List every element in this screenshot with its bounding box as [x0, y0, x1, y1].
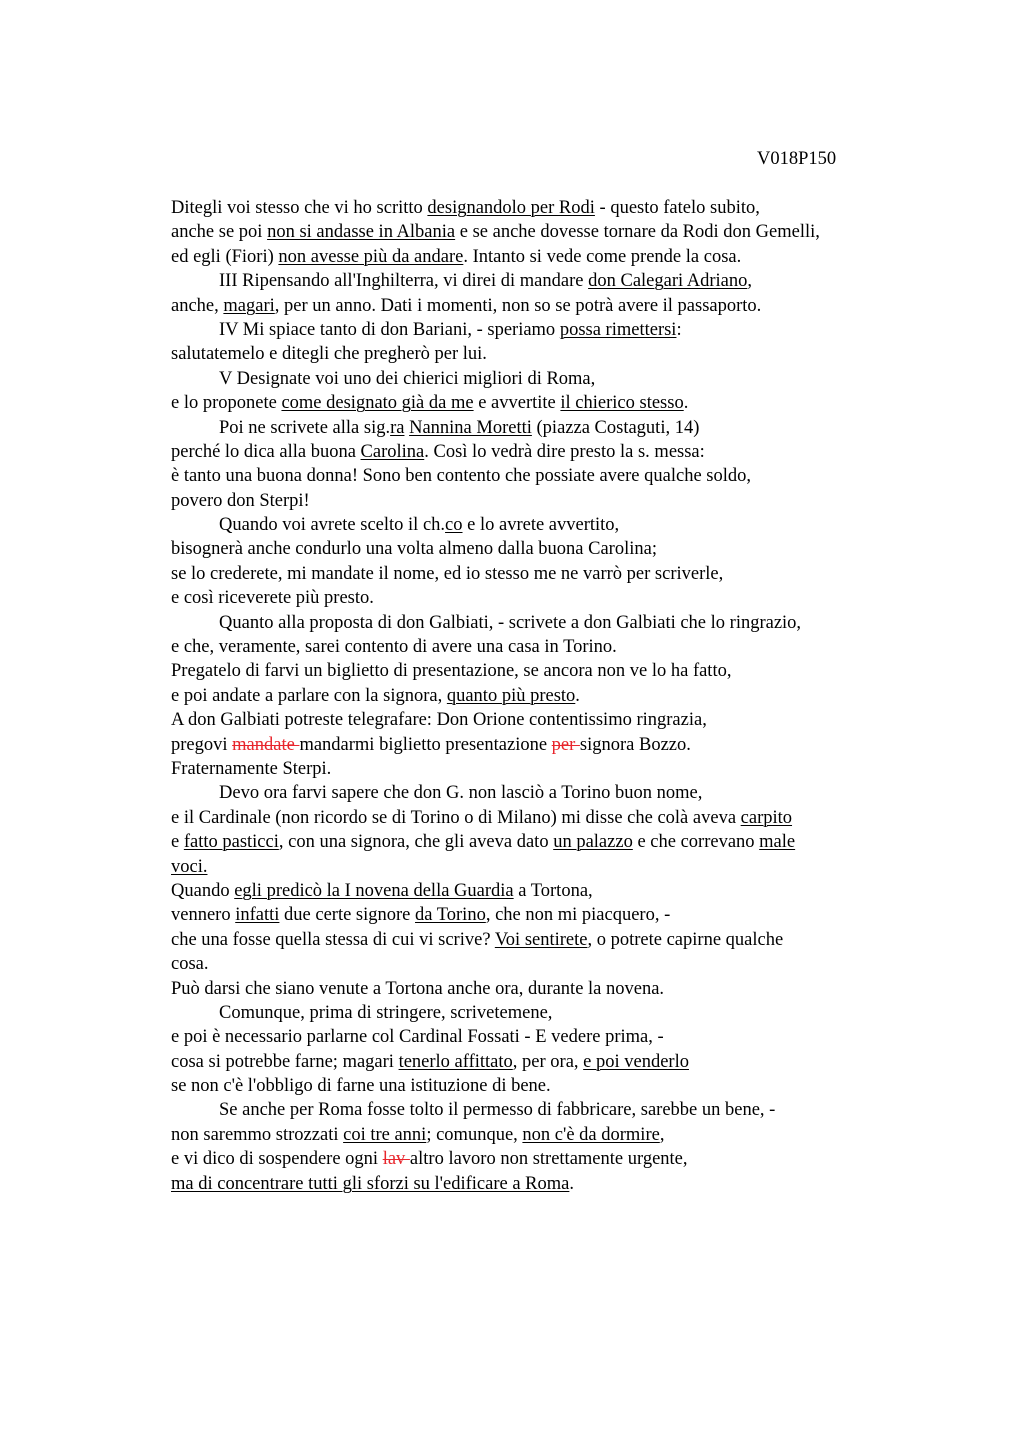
underlined-text: il chierico stesso: [560, 393, 684, 414]
text-segment: che una fosse quella stessa di cui vi scrive?: [171, 929, 495, 950]
text-line: [171, 416, 961, 440]
text-segment: ,: [747, 271, 752, 292]
underlined-text: tenerlo affittato: [398, 1051, 513, 1072]
underlined-text: co: [445, 515, 463, 536]
underlined-text: Voi sentirete: [494, 929, 588, 950]
text-line: [171, 928, 961, 952]
text-line: [171, 513, 961, 537]
underlined-text: e poi venderlo: [583, 1051, 689, 1072]
text-segment: e avvertite: [473, 393, 561, 414]
text-line: [171, 342, 961, 366]
text-segment: a Tortona,: [513, 880, 593, 901]
text-segment: . Intanto si vede come prende la cosa.: [463, 246, 742, 267]
text-line: [171, 269, 961, 293]
text-segment: Devo ora farvi sapere che don G. non lasciò a Torino buon nome,: [219, 783, 703, 804]
text-segment: III Ripensando all'Inghilterra, vi direi di mandare: [219, 271, 589, 292]
text-segment: Ditegli voi stesso che vi ho scritto: [171, 198, 428, 218]
text-segment: ed egli (Fiori): [171, 246, 279, 267]
text-line: [171, 220, 961, 244]
text-line: [171, 391, 961, 415]
text-segment: e il Cardinale (non ricordo se di Torino o di Milano) mi disse che colà aveva: [171, 807, 741, 828]
underlined-text: Nannina Moretti: [409, 417, 532, 438]
text-line: [171, 1123, 961, 1147]
text-line: [171, 977, 961, 1001]
text-line: [171, 806, 961, 830]
underlined-text: da Torino: [415, 905, 486, 926]
underlined-text: don Calegari Adriano: [588, 271, 748, 292]
text-segment: e così riceverete più presto.: [171, 588, 374, 609]
page-id: V018P150: [757, 149, 837, 169]
text-line: [171, 781, 961, 805]
underlined-text: Carolina: [360, 441, 425, 462]
text-segment: pregovi: [171, 734, 233, 755]
deleted-text: per: [551, 734, 580, 755]
text-line: [171, 464, 961, 488]
text-line: [171, 733, 961, 757]
text-line: [171, 537, 961, 561]
underlined-text: voci.: [171, 856, 208, 877]
text-segment: e poi è necessario parlarne col Cardinal Fossati - E vedere prima, -: [171, 1027, 664, 1048]
text-segment: cosa.: [171, 954, 209, 975]
underlined-text: quanto più presto: [446, 685, 576, 706]
underlined-text: designandolo per Rodi: [427, 198, 595, 218]
text-line: [171, 611, 961, 635]
text-segment: .: [575, 685, 580, 706]
underlined-text: fatto pasticci: [183, 832, 279, 853]
underlined-text: ra: [390, 417, 405, 438]
text-line: [171, 1074, 961, 1098]
text-segment: Può darsi che siano venute a Tortona anche ora, durante la novena.: [171, 978, 665, 999]
underlined-text: magari: [223, 295, 275, 316]
text-segment: , con una signora, che gli aveva dato: [278, 832, 554, 853]
text-segment: anche se poi: [171, 222, 268, 243]
underlined-text: non avesse più da andare: [278, 246, 464, 267]
text-segment: e che, veramente, sarei contento di avere una casa in Torino.: [171, 637, 617, 658]
underlined-text: non si andasse in Albania: [267, 222, 456, 243]
text-segment: - questo fatelo subito,: [594, 198, 760, 218]
text-segment: se lo crederete, mi mandate il nome, ed io stesso me ne varrò per scriverle,: [171, 563, 724, 584]
text-segment: Quando: [171, 880, 235, 901]
deleted-text: mandate: [232, 734, 300, 755]
text-line: [171, 952, 961, 976]
text-segment: due certe signore: [279, 905, 416, 926]
underlined-text: coi tre anni: [343, 1124, 427, 1145]
text-segment: signora Bozzo.: [579, 734, 691, 755]
text-segment: bisognerà anche condurlo una volta almeno dalla buona Carolina;: [171, 539, 657, 560]
text-line: [171, 196, 961, 220]
text-line: [171, 830, 961, 854]
text-line: [171, 1001, 961, 1025]
text-segment: Fraternamente Sterpi.: [171, 758, 332, 779]
text-line: [171, 1025, 961, 1049]
deleted-text: lav: [382, 1149, 410, 1170]
text-segment: , per un anno. Dati i momenti, non so se potrà avere il passaporto.: [274, 295, 762, 316]
text-segment: perché lo dica alla buona: [171, 441, 361, 462]
text-segment: e se anche dovesse tornare da Rodi don Gemelli,: [455, 222, 820, 243]
text-segment: è tanto una buona donna! Sono ben contento che possiate avere qualche soldo,: [171, 466, 752, 487]
text-line: [171, 367, 961, 391]
text-line: [171, 1050, 961, 1074]
text-line: [171, 659, 961, 683]
text-segment: A don Galbiati potreste telegrafare: Don Orione contentissimo ringrazia,: [171, 710, 707, 731]
text-segment: Se anche per Roma fosse tolto il permesso di fabbricare, sarebbe un bene, -: [219, 1100, 776, 1121]
text-line: [171, 855, 961, 879]
text-segment: IV Mi spiace tanto di don Bariani, - speriamo: [219, 319, 560, 340]
text-segment: Poi ne scrivete alla sig.: [219, 417, 391, 438]
text-segment: .: [569, 1173, 574, 1194]
text-line: [171, 1098, 961, 1122]
text-segment: e: [171, 832, 184, 853]
text-line: [171, 903, 961, 927]
text-line: [171, 440, 961, 464]
text-line: [171, 757, 961, 781]
text-segment: Comunque, prima di stringere, scrivetemene,: [219, 1002, 553, 1023]
text-segment: , che non mi piacquero, -: [485, 905, 671, 926]
underlined-text: possa rimettersi: [559, 319, 677, 340]
text-line: [171, 318, 961, 342]
text-line: [171, 1147, 961, 1171]
text-line: [171, 294, 961, 318]
text-line: [171, 562, 961, 586]
underlined-text: un palazzo: [553, 832, 633, 853]
text-segment: .: [683, 393, 689, 414]
text-segment: ,: [659, 1124, 665, 1145]
text-line: [171, 635, 961, 659]
text-segment: non saremmo strozzati: [171, 1124, 344, 1145]
text-line: [171, 245, 961, 269]
text-line: [171, 489, 961, 513]
text-line: [171, 879, 961, 903]
underlined-text: ma di concentrare tutti gli sforzi su l'edificare a Roma: [171, 1173, 570, 1194]
text-segment: e che correvano: [632, 832, 760, 853]
text-segment: cosa si potrebbe farne; magari: [171, 1051, 399, 1072]
letter-body: [171, 196, 961, 1196]
text-segment: Quanto alla proposta di don Galbiati, - scrivete a don Galbiati che lo ringrazio,: [219, 612, 802, 633]
underlined-text: carpito: [740, 807, 793, 828]
text-line: [171, 1172, 961, 1196]
text-segment: Pregatelo di farvi un biglietto di presentazione, se ancora non ve lo ha fatto,: [171, 661, 732, 682]
text-line: [171, 684, 961, 708]
text-segment: , o potrete capirne qualche: [587, 929, 784, 950]
text-segment: e poi andate a parlare con la signora,: [171, 685, 447, 706]
text-segment: (piazza Costaguti, 14): [531, 417, 700, 438]
underlined-text: come designato già da me: [281, 393, 474, 414]
text-segment: V Designate voi uno dei chierici migliori di Roma,: [219, 368, 596, 389]
text-segment: :: [676, 319, 682, 340]
text-segment: altro lavoro non strettamente urgente,: [409, 1149, 688, 1170]
text-segment: e lo proponete: [171, 393, 282, 414]
text-segment: Quando voi avrete scelto il ch.: [219, 515, 446, 536]
text-segment: povero don Sterpi!: [171, 490, 310, 511]
text-line: [171, 586, 961, 610]
underlined-text: infatti: [235, 905, 280, 926]
text-segment: salutatemelo e ditegli che pregherò per lui.: [171, 344, 487, 365]
text-segment: vennero: [171, 905, 236, 926]
underlined-text: male: [759, 832, 796, 853]
text-segment: mandarmi biglietto presentazione: [299, 734, 552, 755]
text-segment: ; comunque,: [426, 1124, 523, 1145]
underlined-text: non c'è da dormire: [522, 1124, 660, 1145]
text-segment: anche,: [171, 295, 224, 316]
text-segment: , per ora,: [512, 1051, 584, 1072]
text-segment: e vi dico di sospendere ogni: [171, 1149, 383, 1170]
text-segment: se non c'è l'obbligo di farne una istituzione di bene.: [171, 1076, 551, 1097]
text-line: [171, 708, 961, 732]
underlined-text: egli predicò la I novena della Guardia: [234, 880, 514, 901]
text-segment: . Così lo vedrà dire presto la s. messa:: [424, 441, 705, 462]
text-segment: e lo avrete avvertito,: [462, 515, 620, 536]
